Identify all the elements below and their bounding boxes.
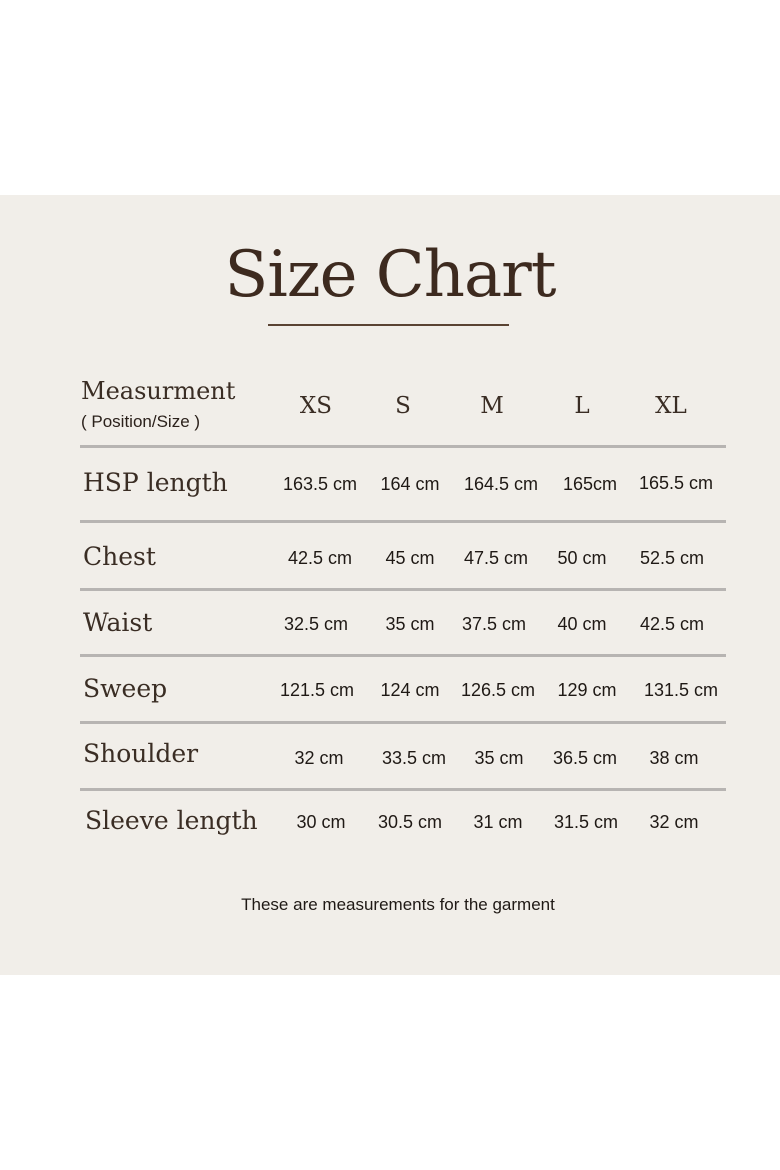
table-cell: 121.5 cm [279,680,355,700]
table-cell: 31.5 cm [553,812,619,832]
table-cell: 32 cm [294,748,344,768]
row-divider [80,654,726,657]
table-cell: 165cm [562,474,618,494]
table-cell: 165.5 cm [638,473,714,493]
table-cell: 131.5 cm [643,680,719,700]
table-cell: 50 cm [557,548,607,568]
table-cell: 30.5 cm [377,812,443,832]
size-header-l: L [574,393,590,419]
table-cell: 52.5 cm [639,548,705,568]
size-header-s: S [395,393,411,419]
table-cell: 42.5 cm [287,548,353,568]
table-cell: 124 cm [380,680,440,700]
table-cell: 38 cm [649,748,699,768]
row-label-sweep: Sweep [83,674,168,703]
page-title: Size Chart [224,238,556,312]
row-label-chest: Chest [83,542,156,571]
table-cell: 33.5 cm [381,748,447,768]
row-divider [80,721,726,724]
row-label-hsp-length: HSP length [83,468,228,497]
table-cell: 37.5 cm [461,614,527,634]
table-cell: 35 cm [385,614,435,634]
size-header-xl: XL [655,393,687,419]
row-divider [80,520,726,523]
table-cell: 32.5 cm [283,614,349,634]
size-chart-panel [0,195,780,975]
row-label-waist: Waist [83,608,153,637]
title-underline [268,324,509,326]
table-cell: 40 cm [557,614,607,634]
footnote: These are measurements for the garment [241,895,555,914]
table-cell: 36.5 cm [552,748,618,768]
table-cell: 126.5 cm [460,680,536,700]
table-cell: 164.5 cm [463,474,539,494]
row-divider [80,788,726,791]
row-label-shoulder: Shoulder [83,739,199,768]
table-cell: 164 cm [380,474,440,494]
header-position-size-label: ( Position/Size ) [81,412,201,431]
table-cell: 129 cm [557,680,617,700]
row-divider [80,588,726,591]
table-cell: 42.5 cm [639,614,705,634]
table-cell: 45 cm [385,548,435,568]
header-divider [80,445,726,448]
table-cell: 31 cm [473,812,523,832]
table-cell: 47.5 cm [463,548,529,568]
table-cell: 32 cm [649,812,699,832]
size-header-xs: XS [299,393,333,419]
header-measurement-label: Measurment [81,377,236,405]
size-header-m: M [480,393,504,419]
table-cell: 35 cm [474,748,524,768]
table-cell: 30 cm [296,812,346,832]
table-cell: 163.5 cm [282,474,358,494]
row-label-sleeve-length: Sleeve length [85,806,258,835]
